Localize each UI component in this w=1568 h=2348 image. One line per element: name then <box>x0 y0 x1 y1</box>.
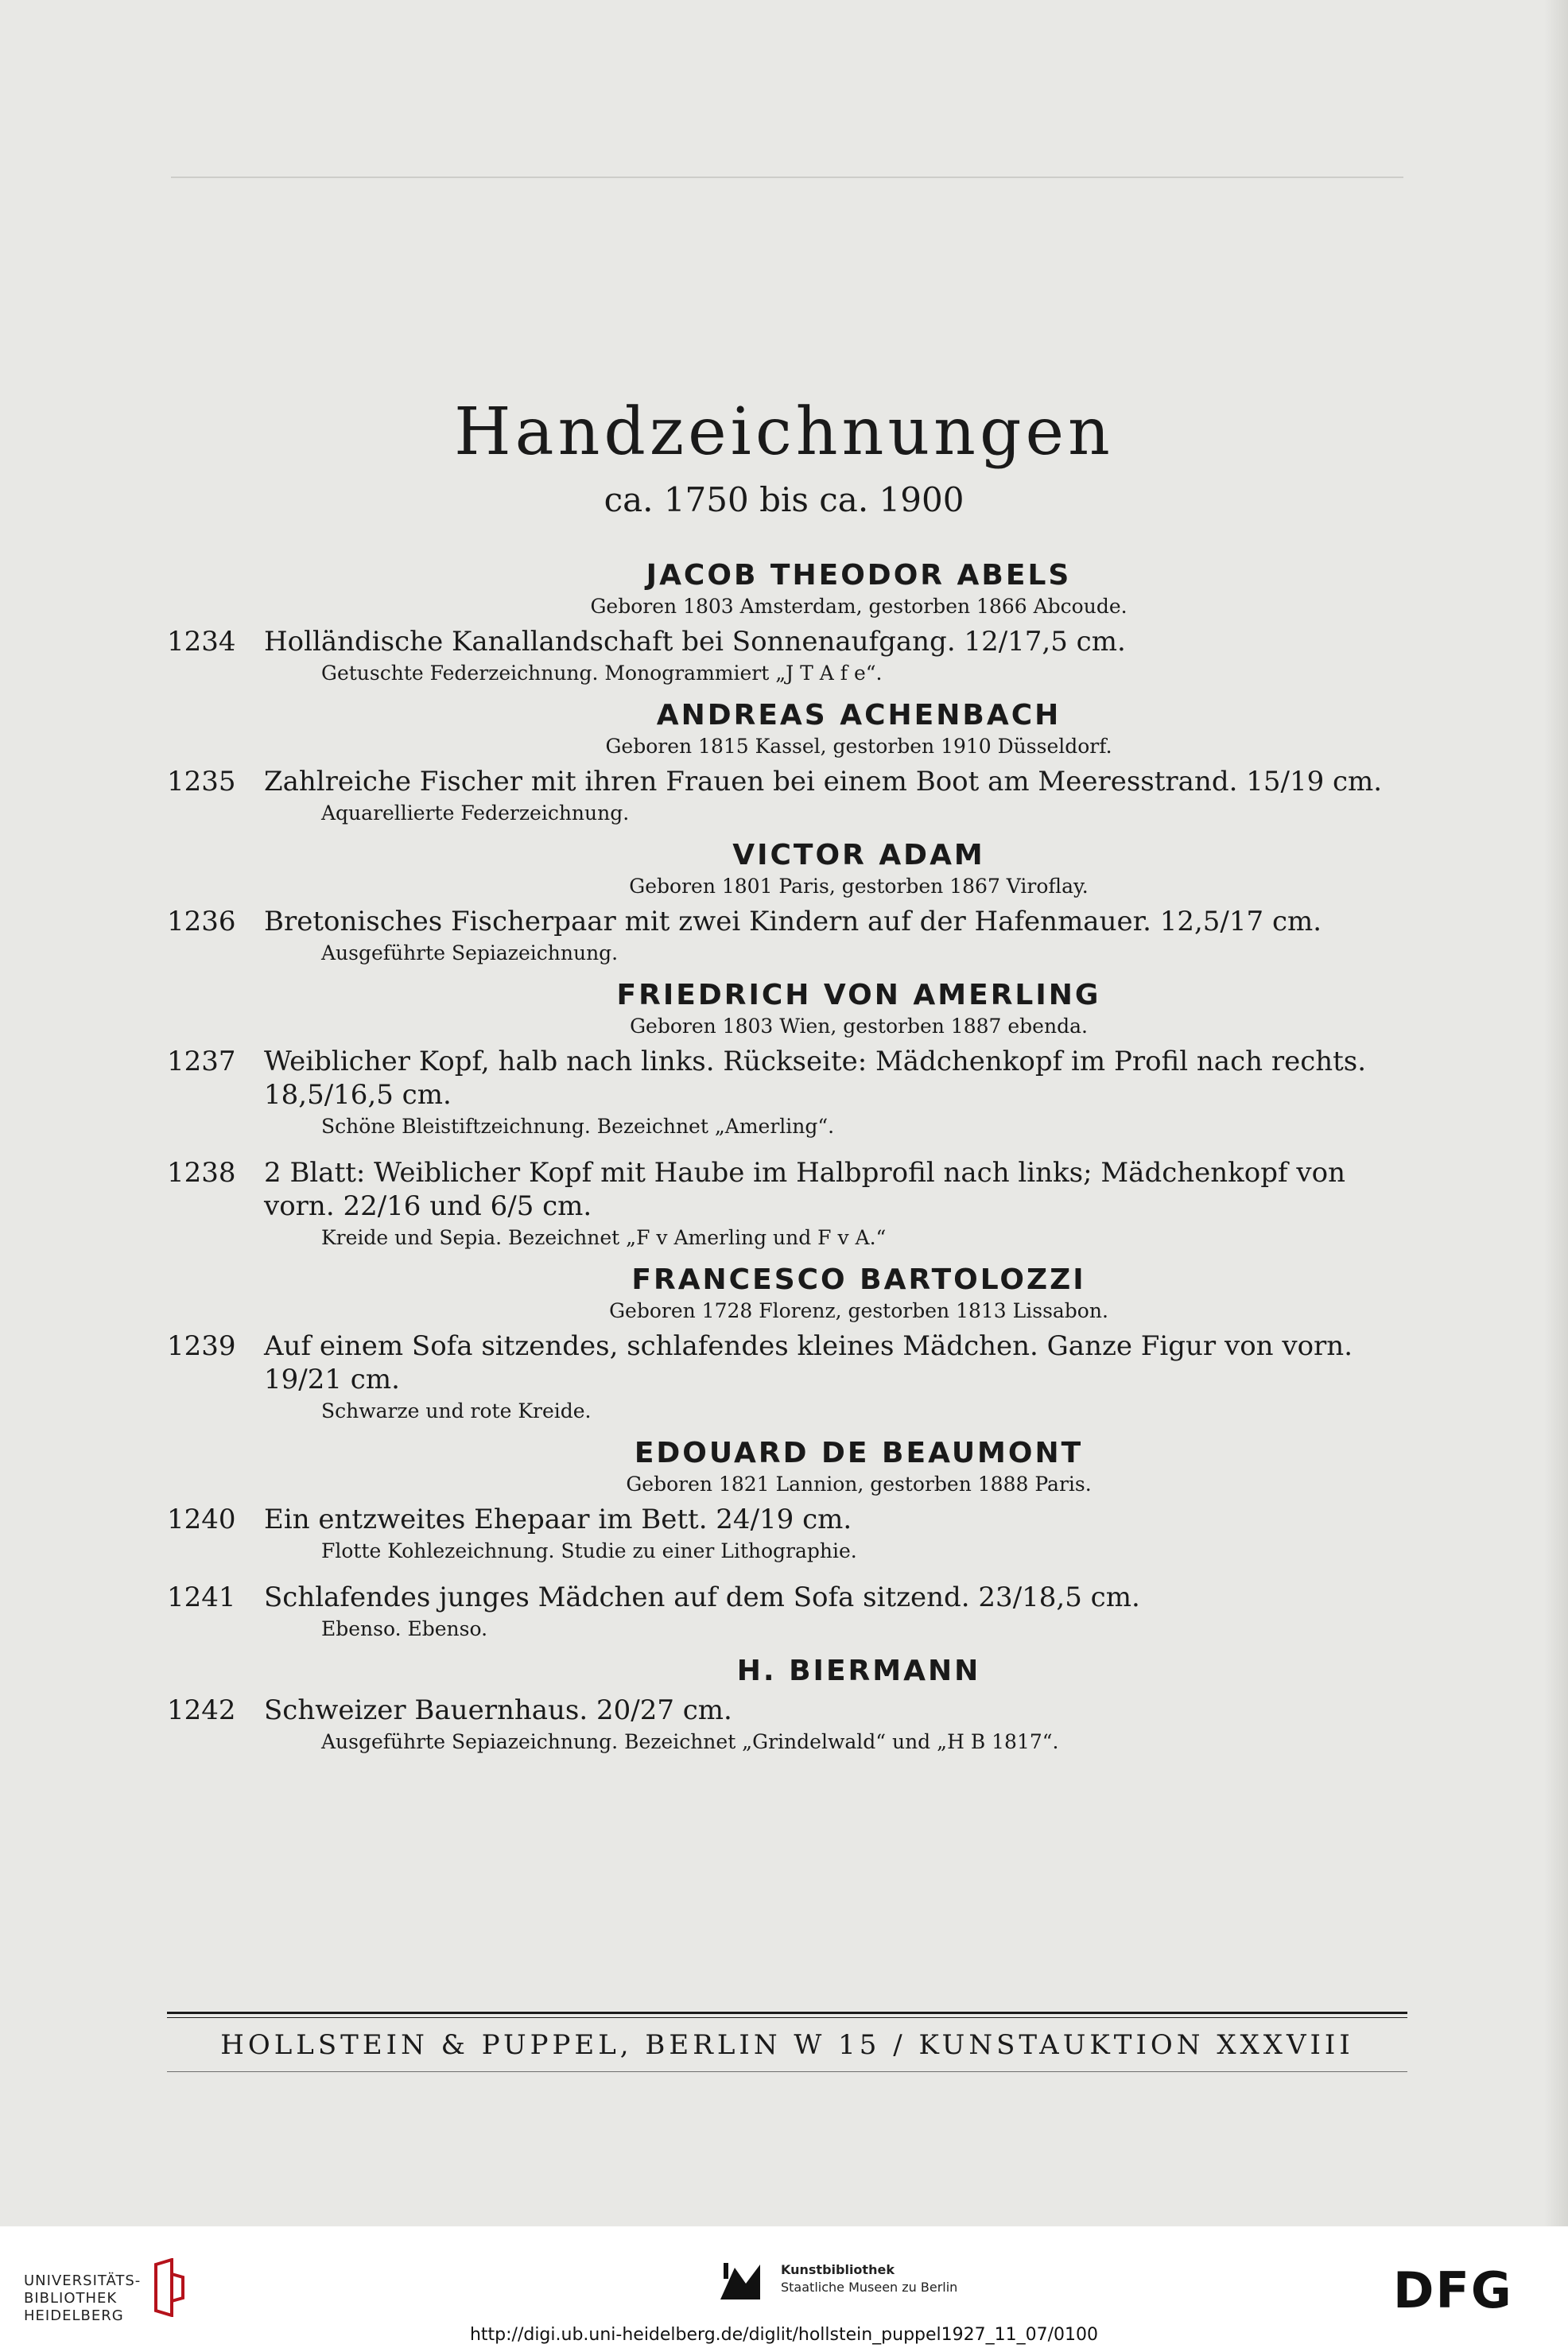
page-edge <box>1544 0 1568 2226</box>
lot-technique-note: Schöne Bleistiftzeichnung. Bezeichnet „Amerling“. <box>321 1115 835 1138</box>
artist-bio: Geboren 1801 Paris, gestorben 1867 Viroflay. <box>629 875 1089 898</box>
page-title: Handzeichnungen <box>454 394 1114 470</box>
lot-description: Ein entzweites Ehepaar im Bett. 24/19 cm. <box>264 1504 852 1535</box>
entry-row <box>167 1694 1407 1727</box>
artist-heading <box>167 838 1407 900</box>
imprint-rule <box>167 2071 1407 2072</box>
artist-bio: Geboren 1815 Kassel, gestorben 1910 Düsseldorf. <box>605 735 1112 758</box>
lot-technique-note: Ausgeführte Sepiazeichnung. <box>321 941 619 964</box>
catalogue-entry <box>167 1329 1407 1426</box>
artist-name: FRANCESCO BARTOLOZZI <box>631 1263 1086 1296</box>
lot-technique-note: Ebenso. Ebenso. <box>321 1617 488 1640</box>
lot-technique-note: Aquarellierte Federzeichnung. <box>321 801 630 825</box>
entry-row <box>167 1329 1407 1396</box>
artist-heading <box>167 1436 1407 1498</box>
artist-bio: Geboren 1821 Lannion, gestorben 1888 Paris. <box>626 1473 1092 1496</box>
page-subtitle: ca. 1750 bis ca. 1900 <box>604 480 964 519</box>
artist-name: FRIEDRICH VON AMERLING <box>616 979 1101 1011</box>
catalogue-entry <box>167 1156 1407 1253</box>
institution-bar <box>0 2226 1568 2348</box>
lot-technique-note: Getuschte Federzeichnung. Monogrammiert „J T A f e“. <box>321 662 883 685</box>
catalogue-entry <box>167 1503 1407 1566</box>
entry-row <box>167 625 1407 658</box>
dfg-logo: DFG <box>1393 2261 1513 2319</box>
lot-description: Bretonisches Fischerpaar mit zwei Kindern auf der Hafenmauer. 12,5/17 cm. <box>264 906 1322 937</box>
university-library-name <box>24 2272 141 2325</box>
lot-technique-note: Flotte Kohlezeichnung. Studie zu einer Lithographie. <box>321 1539 857 1562</box>
artist-section <box>167 1654 1407 1757</box>
catalogue-entry <box>167 1045 1407 1142</box>
lot-number: 1237 <box>167 1046 236 1077</box>
kunstbibliothek-title: Kunstbibliothek <box>781 2262 895 2277</box>
catalogue-entry <box>167 625 1407 689</box>
artist-heading <box>167 698 1407 760</box>
artist-heading <box>167 978 1407 1040</box>
entry-row <box>167 1045 1407 1112</box>
lot-description: Holländische Kanallandschaft bei Sonnenaufgang. 12/17,5 cm. <box>264 626 1126 658</box>
heidelberg-logo-icon <box>151 2258 186 2317</box>
lot-description: Auf einem Sofa sitzendes, schlafendes kleines Mädchen. Ganze Figur von vorn. 19/21 cm. <box>264 1330 1353 1395</box>
artist-section <box>167 838 1407 968</box>
lot-description: Schweizer Bauernhaus. 20/27 cm. <box>264 1694 732 1726</box>
lot-number: 1235 <box>167 766 236 798</box>
catalogue-entry <box>167 905 1407 968</box>
artist-heading <box>167 558 1407 620</box>
entry-row <box>167 1503 1407 1536</box>
catalogue-content <box>167 549 1407 1757</box>
artist-heading <box>167 1654 1407 1689</box>
artist-bio: Geboren 1728 Florenz, gestorben 1813 Lissabon. <box>609 1299 1108 1322</box>
artist-name: H. BIERMANN <box>736 1655 981 1687</box>
artist-name: JACOB THEODOR ABELS <box>646 559 1072 592</box>
entry-row <box>167 765 1407 798</box>
lot-description: Schlafendes junges Mädchen auf dem Sofa sitzend. 23/18,5 cm. <box>264 1582 1140 1613</box>
artist-section <box>167 698 1407 829</box>
artist-bio: Geboren 1803 Amsterdam, gestorben 1866 Abcoude. <box>590 595 1127 618</box>
lot-technique-note: Kreide und Sepia. Bezeichnet „F v Amerling und F v A.“ <box>321 1226 887 1249</box>
artist-name: EDOUARD DE BEAUMONT <box>634 1437 1084 1469</box>
catalogue-entry <box>167 1581 1407 1644</box>
source-url-link[interactable]: http://digi.ub.uni-heidelberg.de/diglit/hollstein_puppel1927_11_07/0100 <box>469 2325 1099 2345</box>
entry-row <box>167 1581 1407 1614</box>
bleed-through-rule <box>171 177 1403 178</box>
footer-rule <box>167 2012 1407 2014</box>
publisher-imprint: HOLLSTEIN & PUPPEL, BERLIN W 15 / KUNSTAUKTION XXXVIII <box>220 2029 1354 2061</box>
artist-section <box>167 1263 1407 1426</box>
lot-number: 1236 <box>167 906 236 937</box>
artist-name: VICTOR ADAM <box>732 839 985 871</box>
lot-description: Weiblicher Kopf, halb nach links. Rückseite: Mädchenkopf im Profil nach rechts. 18,5/16,5 cm. <box>264 1046 1367 1111</box>
kunstbibliothek-subtitle: Staatliche Museen zu Berlin <box>781 2280 958 2295</box>
entry-row <box>167 1156 1407 1223</box>
artist-section <box>167 558 1407 689</box>
artist-heading <box>167 1263 1407 1325</box>
artist-bio: Geboren 1803 Wien, gestorben 1887 ebenda. <box>630 1015 1088 1038</box>
artist-section <box>167 978 1407 1253</box>
lot-number: 1241 <box>167 1582 236 1613</box>
lot-technique-note: Schwarze und rote Kreide. <box>321 1399 592 1422</box>
lot-number: 1239 <box>167 1330 236 1362</box>
kunstbibliothek-logo-icon <box>716 2257 765 2306</box>
lot-number: 1240 <box>167 1504 236 1535</box>
lot-technique-note: Ausgeführte Sepiazeichnung. Bezeichnet „Grindelwald“ und „H B 1817“. <box>321 1730 1059 1753</box>
lot-number: 1242 <box>167 1694 236 1726</box>
university-line-2: BIBLIOTHEK <box>24 2290 118 2307</box>
lot-number: 1238 <box>167 1157 236 1189</box>
university-line-1: UNIVERSITÄTS- <box>24 2272 142 2289</box>
catalogue-entry <box>167 765 1407 829</box>
lot-description: Zahlreiche Fischer mit ihren Frauen bei einem Boot am Meeresstrand. 15/19 cm. <box>264 766 1383 798</box>
kunstbibliothek-label <box>781 2261 957 2296</box>
artist-name: ANDREAS ACHENBACH <box>656 699 1062 732</box>
footer-rule-thin <box>167 2017 1407 2018</box>
catalogue-entry <box>167 1694 1407 1757</box>
entry-row <box>167 905 1407 938</box>
artist-section <box>167 1436 1407 1644</box>
lot-number: 1234 <box>167 626 236 658</box>
university-line-3: HEIDELBERG <box>24 2307 124 2324</box>
lot-description: 2 Blatt: Weiblicher Kopf mit Haube im Halbprofil nach links; Mädchenkopf von vorn. 22/16 und 6/5 cm. <box>264 1157 1345 1222</box>
